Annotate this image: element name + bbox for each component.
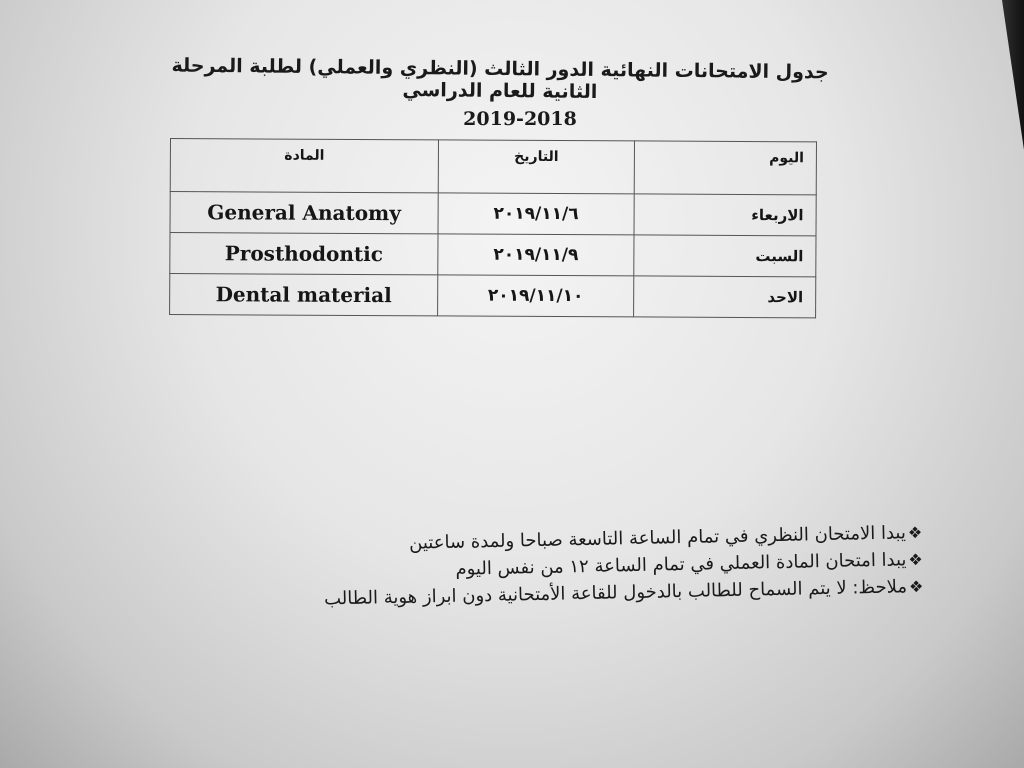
note-text: ملاحظ: لا يتم السماح للطالب بالدخول للقاعة الأمتحانية دون ابراز هوية الطالب [323,576,908,610]
note-text: يبدا الامتحان النظري في تمام الساعة التاسعة صباحا ولمدة ساعتين [408,522,907,554]
cell-day: الاحد [634,276,816,318]
exam-schedule-table [169,138,817,318]
table-header-row [170,139,816,195]
table-row [170,192,816,236]
note-text: يبدا امتحان المادة العملي في تمام الساعة ١٢ من نفس اليوم [455,549,907,580]
cell-day: الاربعاء [634,194,816,236]
cell-date: ٢٠١٩/١١/٩ [438,234,634,276]
cell-subject: General Anatomy [170,192,438,234]
document-title: جدول الامتحانات النهائية الدور الثالث (النظري والعملي) لطلبة المرحلة الثانية للعام الدراسي [171,54,829,104]
table-row [170,233,816,277]
cell-day: السبت [634,235,816,277]
header-day: اليوم [634,141,816,195]
cell-date: ٢٠١٩/١١/١٠ [438,275,634,317]
cell-subject: Dental material [170,274,438,316]
academic-year: 2019-2018 [463,108,577,130]
diamond-bullet-icon: ❖ [908,549,923,570]
table-row [170,274,816,318]
header-date: التاريخ [438,140,634,194]
notes-list [250,522,924,617]
cell-date: ٢٠١٩/١١/٦ [438,193,634,235]
header-subject: المادة [170,139,438,193]
cell-subject: Prosthodontic [170,233,438,275]
diamond-bullet-icon: ❖ [907,522,923,543]
diamond-bullet-icon: ❖ [908,576,924,597]
